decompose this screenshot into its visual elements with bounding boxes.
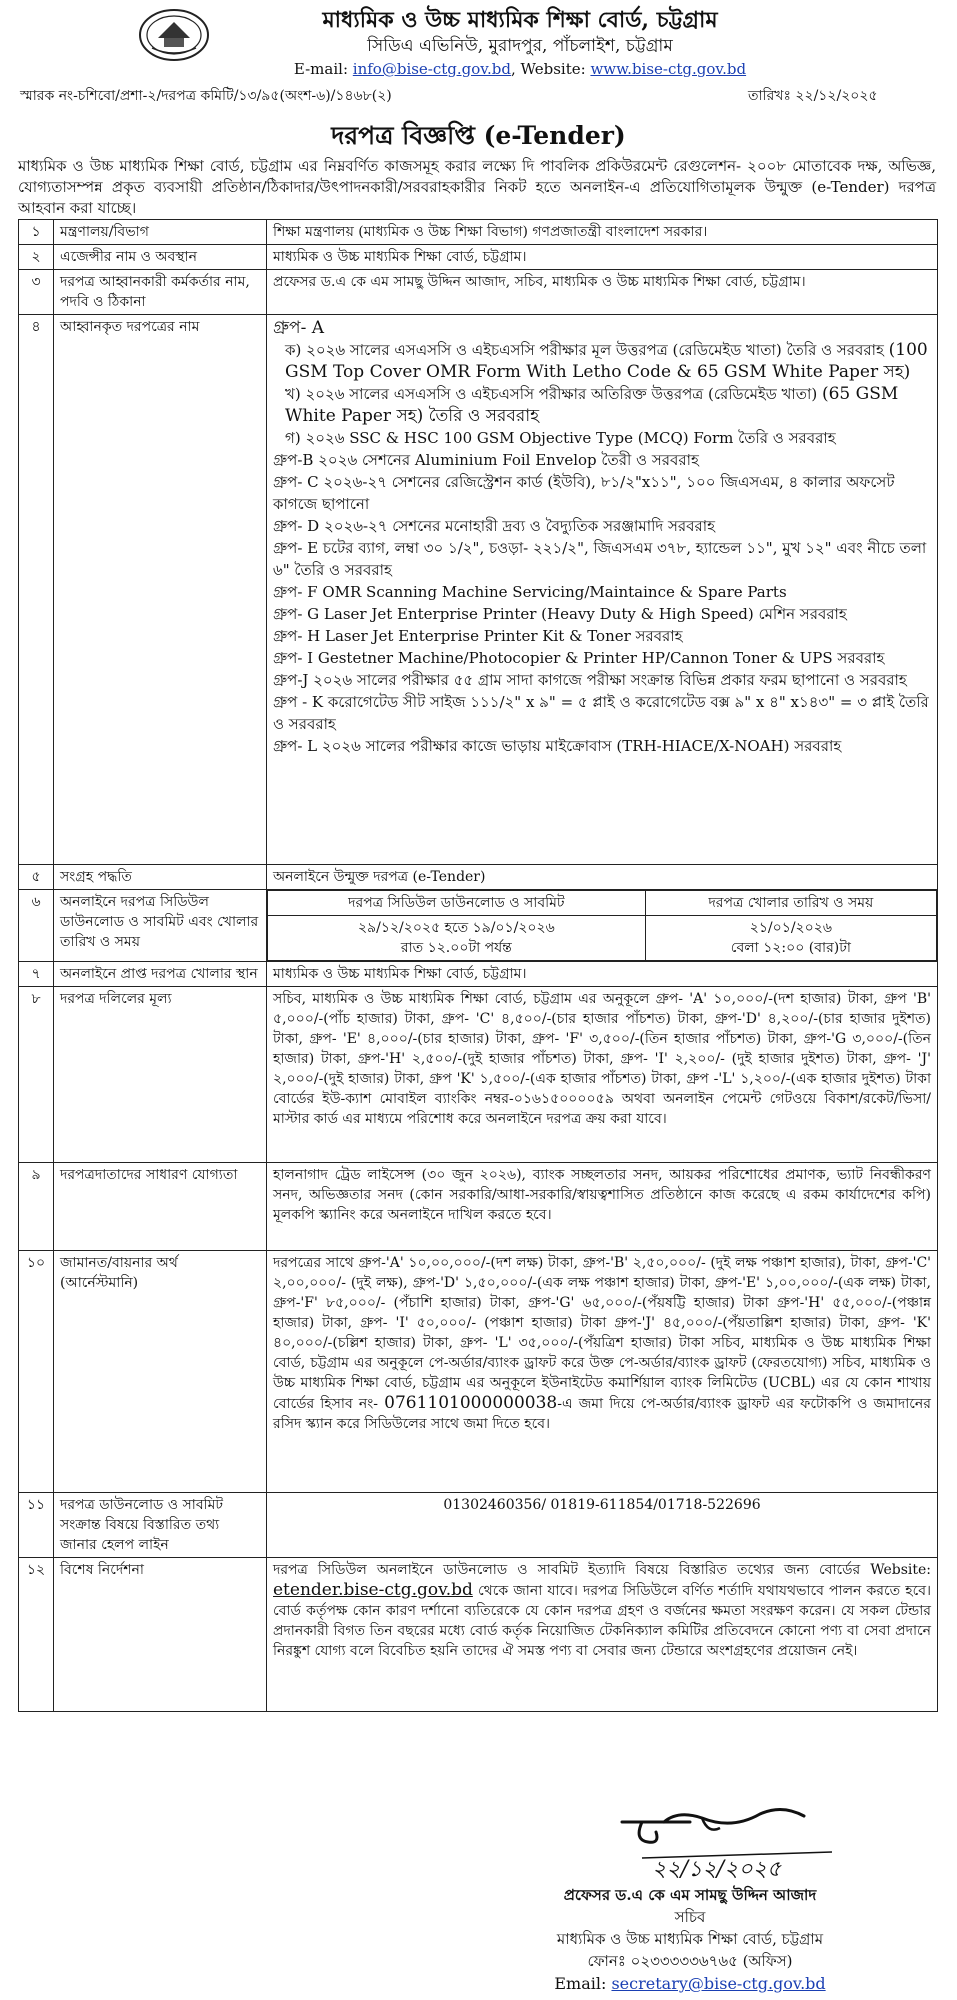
opening-date: ২১/০১/২০২৬: [749, 920, 832, 936]
earnest-money-text: দরপত্রের সাথে গ্রুপ-'A' ১০,০০,০০০/-(দশ লক্ষ) টাকা, গ্রুপ-'B' ২,৫০,০০০/- (দুই লক্ষ পঞ্চাশ হাজার), টাকা, গ্রুপ-'C' ২,০০,০০০/- (দুই লক্ষ), গ্রুপ-'D' ১,৫০,০০০/-(এক লক্ষ পঞ্চাশ হাজার) টাকা, গ্রুপ-'E' ১,০০,০০০/-(এক লক্ষ) টাকা, গ্রুপ-'F' ৮৫,০০০/- (পঁচাশি হাজার) টাকা, গ্রুপ-'G' ৬৫,০০০/-(পঁয়ষট্টি হাজার) টাকা গ্রুপ-'H' ৫৫,০০০/-(পঞ্চান্ন হাজার) টাকা, গ্রুপ- 'I' ৫০,০০০/- (পঞ্চাশ হাজার) টাকা গ্রুপ-'J' ৪৫,০০০/-(পঁয়তাল্লিশ হাজার) টাকা, গ্রুপ- 'K' ৪০,০০০/-(চল্লিশ হাজার) টাকা, গ্রুপ- 'L' ৩৫,০০০/-(পঁয়ত্রিশ হাজার) টাকা সচিব, মাধ্যমিক ও উচ্চ মাধ্যমিক শিক্ষা বোর্ড, চট্টগ্রাম এর অনুকূলে পে-অর্ডার/ব্যাংক ড্রাফট করে উক্ত পে-অর্ডার/ব্যাংক ড্রাফট (ফেরতযোগ্য) সচিব, মাধ্যমিক ও উচ্চ মাধ্যমিক শিক্ষা বোর্ড, চট্টগ্রাম এর অনুকূলে ইউনাইটেড কমার্শিয়াল ব্যাংক লিমিটেড (UCBL) এর যে কোন শাখায় বোর্ডের হিসাব নং-: [273, 1255, 931, 1412]
serial: ৮: [19, 987, 54, 1163]
table-row: [19, 1493, 938, 1558]
notice-date: তারিখঃ ২২/১২/২০২৫: [748, 88, 878, 104]
table-row: [19, 1251, 938, 1493]
table-row: [19, 865, 938, 890]
opening-time: বেলা ১২:০০ (বার)টা: [730, 940, 851, 956]
row-value: হালনাগাদ ট্রেড লাইসেন্স (৩০ জুন ২০২৬), ব্যাংক সচ্ছলতার সনদ, আয়কর পরিশোধের প্রমাণক, ভ্যাট নিবন্ধীকরণ সনদ, অভিজ্ঞতার সনদ (কোন সরকারি/আধা-সরকারি/স্বায়ত্বশাসিত প্রতিষ্ঠানে কাজ করেছে এ রকম কার্যাদেশের কপি) মূলকপি স্ক্যানিং করে অনলাইনে দাখিল করতে হবে।: [267, 1163, 938, 1251]
row-value: [267, 315, 938, 865]
instruction-text-end: থেকে জানা যাবে। দরপত্র সিডিউলে বর্ণিত শর্তাদি যথাযথভাবে পালন করতে হবে। বোর্ড কর্তৃপক্ষ কোন কারণ দর্শানো ব্যতিরেকে যে কোন দরপত্র গ্রহণ ও বর্জনের ক্ষমতা সংরক্ষণ করেন। যে সকল টেন্ডার প্রদানকারী বিগত তিন বছরের মধ্যে বোর্ড কর্তৃক নিয়োজিত টেকনিক্যাল কমিটির প্রতিবেদনে কোনো পণ্য বা সেবা প্রদানে নিরঙ্কুশ যোগ্য বলে বিবেচিত হয়নি তাদের ঐ সমস্ত পণ্য বা সেবার জন্য টেন্ডারে অংশগ্রহণের প্রয়োজন নেই।: [273, 1583, 931, 1659]
schedule-header-opening: দরপত্র খোলার তারিখ ও সময়: [645, 891, 936, 916]
download-dates: ২৯/১২/২০২৫ হতে ১৯/০১/২০২৬: [357, 920, 555, 936]
row-value: অনলাইনে উন্মুক্ত দরপত্র (e-Tender): [267, 865, 938, 890]
intro-paragraph: মাধ্যমিক ও উচ্চ মাধ্যমিক শিক্ষা বোর্ড, চট্টগ্রাম এর নিম্নবর্ণিত কাজসমূহ করার লক্ষ্যে দি পাবলিক প্রকিউরমেন্ট রেগুলেশন- ২০০৮ মোতাবেক দক্ষ, অভিজ্ঞ, যোগ্যতাসম্পন্ন প্রকৃত ব্যবসায়ী প্রতিষ্ঠান/ঠিকাদার/উৎপাদনকারী/সরবরাহকারীর নিকট হতে অনলাইন-এ প্রতিযোগিতামূলক উন্মুক্ত (e-Tender) দরপত্র আহবান করা যাচ্ছে।: [18, 157, 936, 217]
row-label: সংগ্রহ পদ্ধতি: [54, 865, 267, 890]
signatory-designation: সচিব: [674, 1908, 706, 1926]
row-label: অনলাইনে প্রাপ্ত দরপত্র খোলার স্থান: [54, 962, 267, 987]
bank-account-number: 0761101000000038: [384, 1393, 558, 1413]
group-l: গ্রুপ- L ২০২৬ সালের পরীক্ষার কাজে ভাড়ায় মাইক্রোবাস (TRH-HIACE/X-NOAH) সরবরাহ: [273, 737, 842, 755]
item-ka-spec: (100 GSM Top Cover OMR Form With Letho Code & 65 GSM White Paper সহ): [285, 340, 928, 382]
serial: ৪: [19, 315, 54, 865]
group-d: গ্রুপ- D ২০২৬-২৭ সেশনের মনোহারী দ্রব্য ও বৈদ্যুতিক সরঞ্জামাদি সরবরাহ: [273, 517, 716, 535]
serial: ১০: [19, 1251, 54, 1493]
table-row: [19, 315, 938, 865]
signatory-name: প্রফেসর ড.এ কে এম সামছু উদ্দিন আজাদ: [563, 1886, 817, 1904]
group-i: গ্রুপ- I Gestetner Machine/Photocopier & Printer HP/Cannon Toner & UPS সরবরাহ: [273, 649, 885, 667]
row-label: বিশেষ নির্দেশনা: [54, 1558, 267, 1712]
row-label: অনলাইনে দরপত্র সিডিউল ডাউনলোড ও সাবমিট এবং খোলার তারিখ ও সময়: [54, 890, 267, 962]
notice-title: দরপত্র বিজ্ঞপ্তি (e-Tender): [331, 121, 626, 150]
website-link[interactable]: www.bise-ctg.gov.bd: [590, 60, 747, 78]
schedule-header-row: [268, 891, 937, 916]
org-contact: [240, 58, 800, 80]
website-label: , Website:: [510, 60, 586, 78]
row-label: দরপত্র আহ্বানকারী কর্মকর্তার নাম, পদবি ও ঠিকানা: [54, 270, 267, 315]
group-g: গ্রুপ- G Laser Jet Enterprise Printer (Heavy Duty & High Speed) মেশিন সরবরাহ: [273, 605, 847, 623]
signature-block: [440, 1884, 940, 1996]
table-row: [19, 1163, 938, 1251]
instruction-text: দরপত্র সিডিউল অনলাইনে ডাউনলোড ও সাবমিট ইত্যাদি বিষয়ে বিস্তারিত তথ্যের জন্য বোর্ডের Website:: [273, 1562, 931, 1578]
row-value: সচিব, মাধ্যমিক ও উচ্চ মাধ্যমিক শিক্ষা বোর্ড, চট্টগ্রাম এর অনুকূলে গ্রুপ- 'A' ১০,০০০/-(দশ হাজার) টাকা, গ্রুপ 'B' ৫,০০০/-(পাঁচ হাজার) টাকা, গ্রুপ- 'C' ৪,৫০০/-(চার হাজার পাঁচশত) টাকা, গ্রুপ-'D' ৪,২০০/-(চার হাজার দুইশত) টাকা, গ্রুপ- 'E' ৪,০০০/-(চার হাজার) টাকা, গ্রুপ- 'F' ৩,৫০০/-(তিন হাজার পাঁচশত) টাকা, গ্রুপ-'G ৩,০০০/-(তিন হাজার) টাকা, গ্রুপ-'H' ২,৫০০/-(দুই হাজার পাঁচশত) টাকা, গ্রুপ- 'I' ২,২০০/- (দুই হাজার দুইশত) টাকা, গ্রুপ- 'J' ২,০০০/-(দুই হাজার) টাকা, গ্রুপ 'K' ১,৫০০/-(এক হাজার পাঁচশত) টাকা, গ্রুপ -'L' ১,২০০/-(এক হাজার দুইশত) টাকা বোর্ডের ইউ-ক্যাশ মোবাইল ব্যাংকিং নম্বর-০১৬১৫০০০০৫৯ অথবা অনলাইন পেমেন্ট গেটওয়ে বিকাশ/রকেট/ভিসা/মাস্টার কার্ড এর মাধ্যমে পরিশোধ করে অনলাইনে দরপত্র ক্রয় করা যাবে।: [267, 987, 938, 1163]
schedule-value-row: [268, 916, 937, 961]
org-address: সিডিএ এভিনিউ, মুরাদপুর, পাঁচলাইশ, চট্টগ্রাম: [367, 36, 673, 56]
row-label: দরপত্রদাতাদের সাধারণ যোগ্যতা: [54, 1163, 267, 1251]
row-label: এজেন্সীর নাম ও অবস্থান: [54, 245, 267, 270]
row-label: আহ্বানকৃত দরপত্রের নাম: [54, 315, 267, 865]
serial: ১২: [19, 1558, 54, 1712]
email-link[interactable]: info@bise-ctg.gov.bd: [352, 60, 511, 78]
serial: ৭: [19, 962, 54, 987]
helpline-numbers: 01302460356/ 01819-611854/01718-522696: [267, 1493, 938, 1558]
row-value: [267, 1251, 938, 1493]
row-value: মাধ্যমিক ও উচ্চ মাধ্যমিক শিক্ষা বোর্ড, চট্টগ্রাম।: [267, 245, 938, 270]
row-value: [267, 1558, 938, 1712]
signature-date: ২২/১২/২০২৫: [652, 1857, 782, 1882]
row-label: জামানত/বায়নার অর্থ (আর্নেস্টমানি): [54, 1251, 267, 1493]
signatory-email-link[interactable]: secretary@bise-ctg.gov.bd: [611, 1974, 826, 1993]
tender-table: [18, 219, 938, 1712]
serial: ৯: [19, 1163, 54, 1251]
table-row: [19, 1558, 938, 1712]
row-value: শিক্ষা মন্ত্রণালয় (মাধ্যমিক ও উচ্চ শিক্ষা বিভাগ) গণপ্রজাতন্ত্রী বাংলাদেশ সরকার।: [267, 220, 938, 245]
row-value: মাধ্যমিক ও উচ্চ মাধ্যমিক শিক্ষা বোর্ড, চট্টগ্রাম।: [267, 962, 938, 987]
group-h: গ্রুপ- H Laser Jet Enterprise Printer Kit & Toner সরবরাহ: [273, 627, 683, 645]
table-row: [19, 270, 938, 315]
item-ka-text: ক) ২০২৬ সালের এসএসসি ও এইচএসসি পরীক্ষার মূল উত্তরপত্র (রেডিমেইড খাতা) তৈরি ও সরবরাহ: [285, 341, 884, 359]
group-a-item-ga: গ) ২০২৬ SSC & HSC 100 GSM Objective Type (MCQ) Form তৈরি ও সরবরাহ: [285, 429, 836, 447]
earnest-money-text-end: -এ জমা দিয়ে পে-অর্ডার/ব্যাংক ড্রাফট এর ফটোকপি ও জমাদানের রসিদ স্ক্যান করে সিডিউলের সাথে জমা দিতে হবে।: [273, 1396, 931, 1432]
group-a-item-ka: [273, 339, 931, 383]
email-label: Email:: [554, 1974, 607, 1993]
download-deadline: রাত ১২.০০টা পর্যন্ত: [400, 940, 512, 956]
row-value: [267, 890, 938, 962]
row-label: মন্ত্রণালয়/বিভাগ: [54, 220, 267, 245]
serial: ১: [19, 220, 54, 245]
group-a-item-kha: [273, 383, 931, 427]
group-j: গ্রুপ-J ২০২৬ সালের পরীক্ষার ৫৫ গ্রাম সাদা কাগজে পরীক্ষা সংক্রান্ত বিভিন্ন প্রকার ফরম ছাপানো ও সরবরাহ: [273, 671, 907, 689]
serial: ৩: [19, 270, 54, 315]
serial: ৬: [19, 890, 54, 962]
serial: ১১: [19, 1493, 54, 1558]
row-label: দরপত্র ডাউনলোড ও সাবমিট সংক্রান্ত বিষয়ে বিস্তারিত তথ্য জানার হেলপ লাইন: [54, 1493, 267, 1558]
email-label: E-mail:: [293, 60, 349, 78]
serial: ২: [19, 245, 54, 270]
group-b: গ্রুপ-B ২০২৬ সেশনের Aluminium Foil Envelop তৈরী ও সরবরাহ: [273, 451, 699, 469]
signatory-email: [440, 1972, 940, 1996]
group-c: গ্রুপ- C ২০২৬-২৭ সেশনের রেজিস্ট্রেশন কার্ড (ইউবি), ৮১/২"x১১", ১০০ জিএসএম, ৪ কালার অফসেট কাগজে ছাপানো: [273, 473, 895, 513]
group-f: গ্রুপ- F OMR Scanning Machine Servicing/Maintaince & Spare Parts: [273, 583, 787, 601]
table-row: [19, 220, 938, 245]
header: [240, 6, 800, 80]
table-row: [19, 987, 938, 1163]
group-a-heading: গ্রুপ- A: [273, 318, 324, 338]
schedule-opening-time: [645, 916, 936, 961]
schedule-download-period: [268, 916, 646, 961]
board-logo: [136, 8, 212, 62]
item-kha-text: খ) ২০২৬ সালের এসএসসি ও এইচএসসি পরীক্ষার অতিরিক্ত উত্তরপত্র (রেডিমেইড খাতা): [285, 385, 818, 403]
group-k: গ্রুপ - K করোগেটেড সীট সাইজ ১১১/২" x ৯" = ৫ প্লাই ও করোগেটেড বক্স ৯" x ৪" x১৪৩" = ৩ প্লাই তৈরি ও সরবরাহ: [273, 693, 929, 733]
table-row: [19, 890, 938, 962]
item-kha-spec: (65 GSM White Paper সহ) তৈরি ও সরবরাহ: [285, 384, 899, 426]
table-row: [19, 962, 938, 987]
schedule-table: [267, 890, 937, 961]
signatory-org: মাধ্যমিক ও উচ্চ মাধ্যমিক শিক্ষা বোর্ড, চট্টগ্রাম: [556, 1930, 824, 1948]
serial: ৫: [19, 865, 54, 890]
table-row: [19, 245, 938, 270]
memo-number: স্মারক নং-চশিবো/প্রশা-২/দরপত্র কমিটি/১৩/৯৫(অংশ-৬)/১৪৬৮(২): [20, 88, 392, 104]
org-name: মাধ্যমিক ও উচ্চ মাধ্যমিক শিক্ষা বোর্ড, চট্টগ্রাম: [322, 7, 718, 33]
group-e: গ্রুপ- E চটের ব্যাগ, লম্বা ৩০ ১/২", চওড়া- ২২১/২", জিএসএম ৩৭৮, হ্যান্ডেল ১১", মুখ ১২" এবং নীচে তলা ৬" তৈরি ও সরবরাহ: [273, 539, 927, 579]
handwritten-signature: [582, 1788, 862, 1884]
signatory-phone: ফোনঃ ০২৩৩৩৩৩৬৭৬৫ (অফিস): [587, 1952, 793, 1970]
row-value: প্রফেসর ড.এ কে এম সামছু উদ্দিন আজাদ, সচিব, মাধ্যমিক ও উচ্চ মাধ্যমিক শিক্ষা বোর্ড, চট্টগ্রাম।: [267, 270, 938, 315]
row-label: দরপত্র দলিলের মূল্য: [54, 987, 267, 1163]
etender-site-link[interactable]: etender.bise-ctg.gov.bd: [273, 1580, 473, 1600]
schedule-header-download: দরপত্র সিডিউল ডাউনলোড ও সাবমিট: [268, 891, 646, 916]
